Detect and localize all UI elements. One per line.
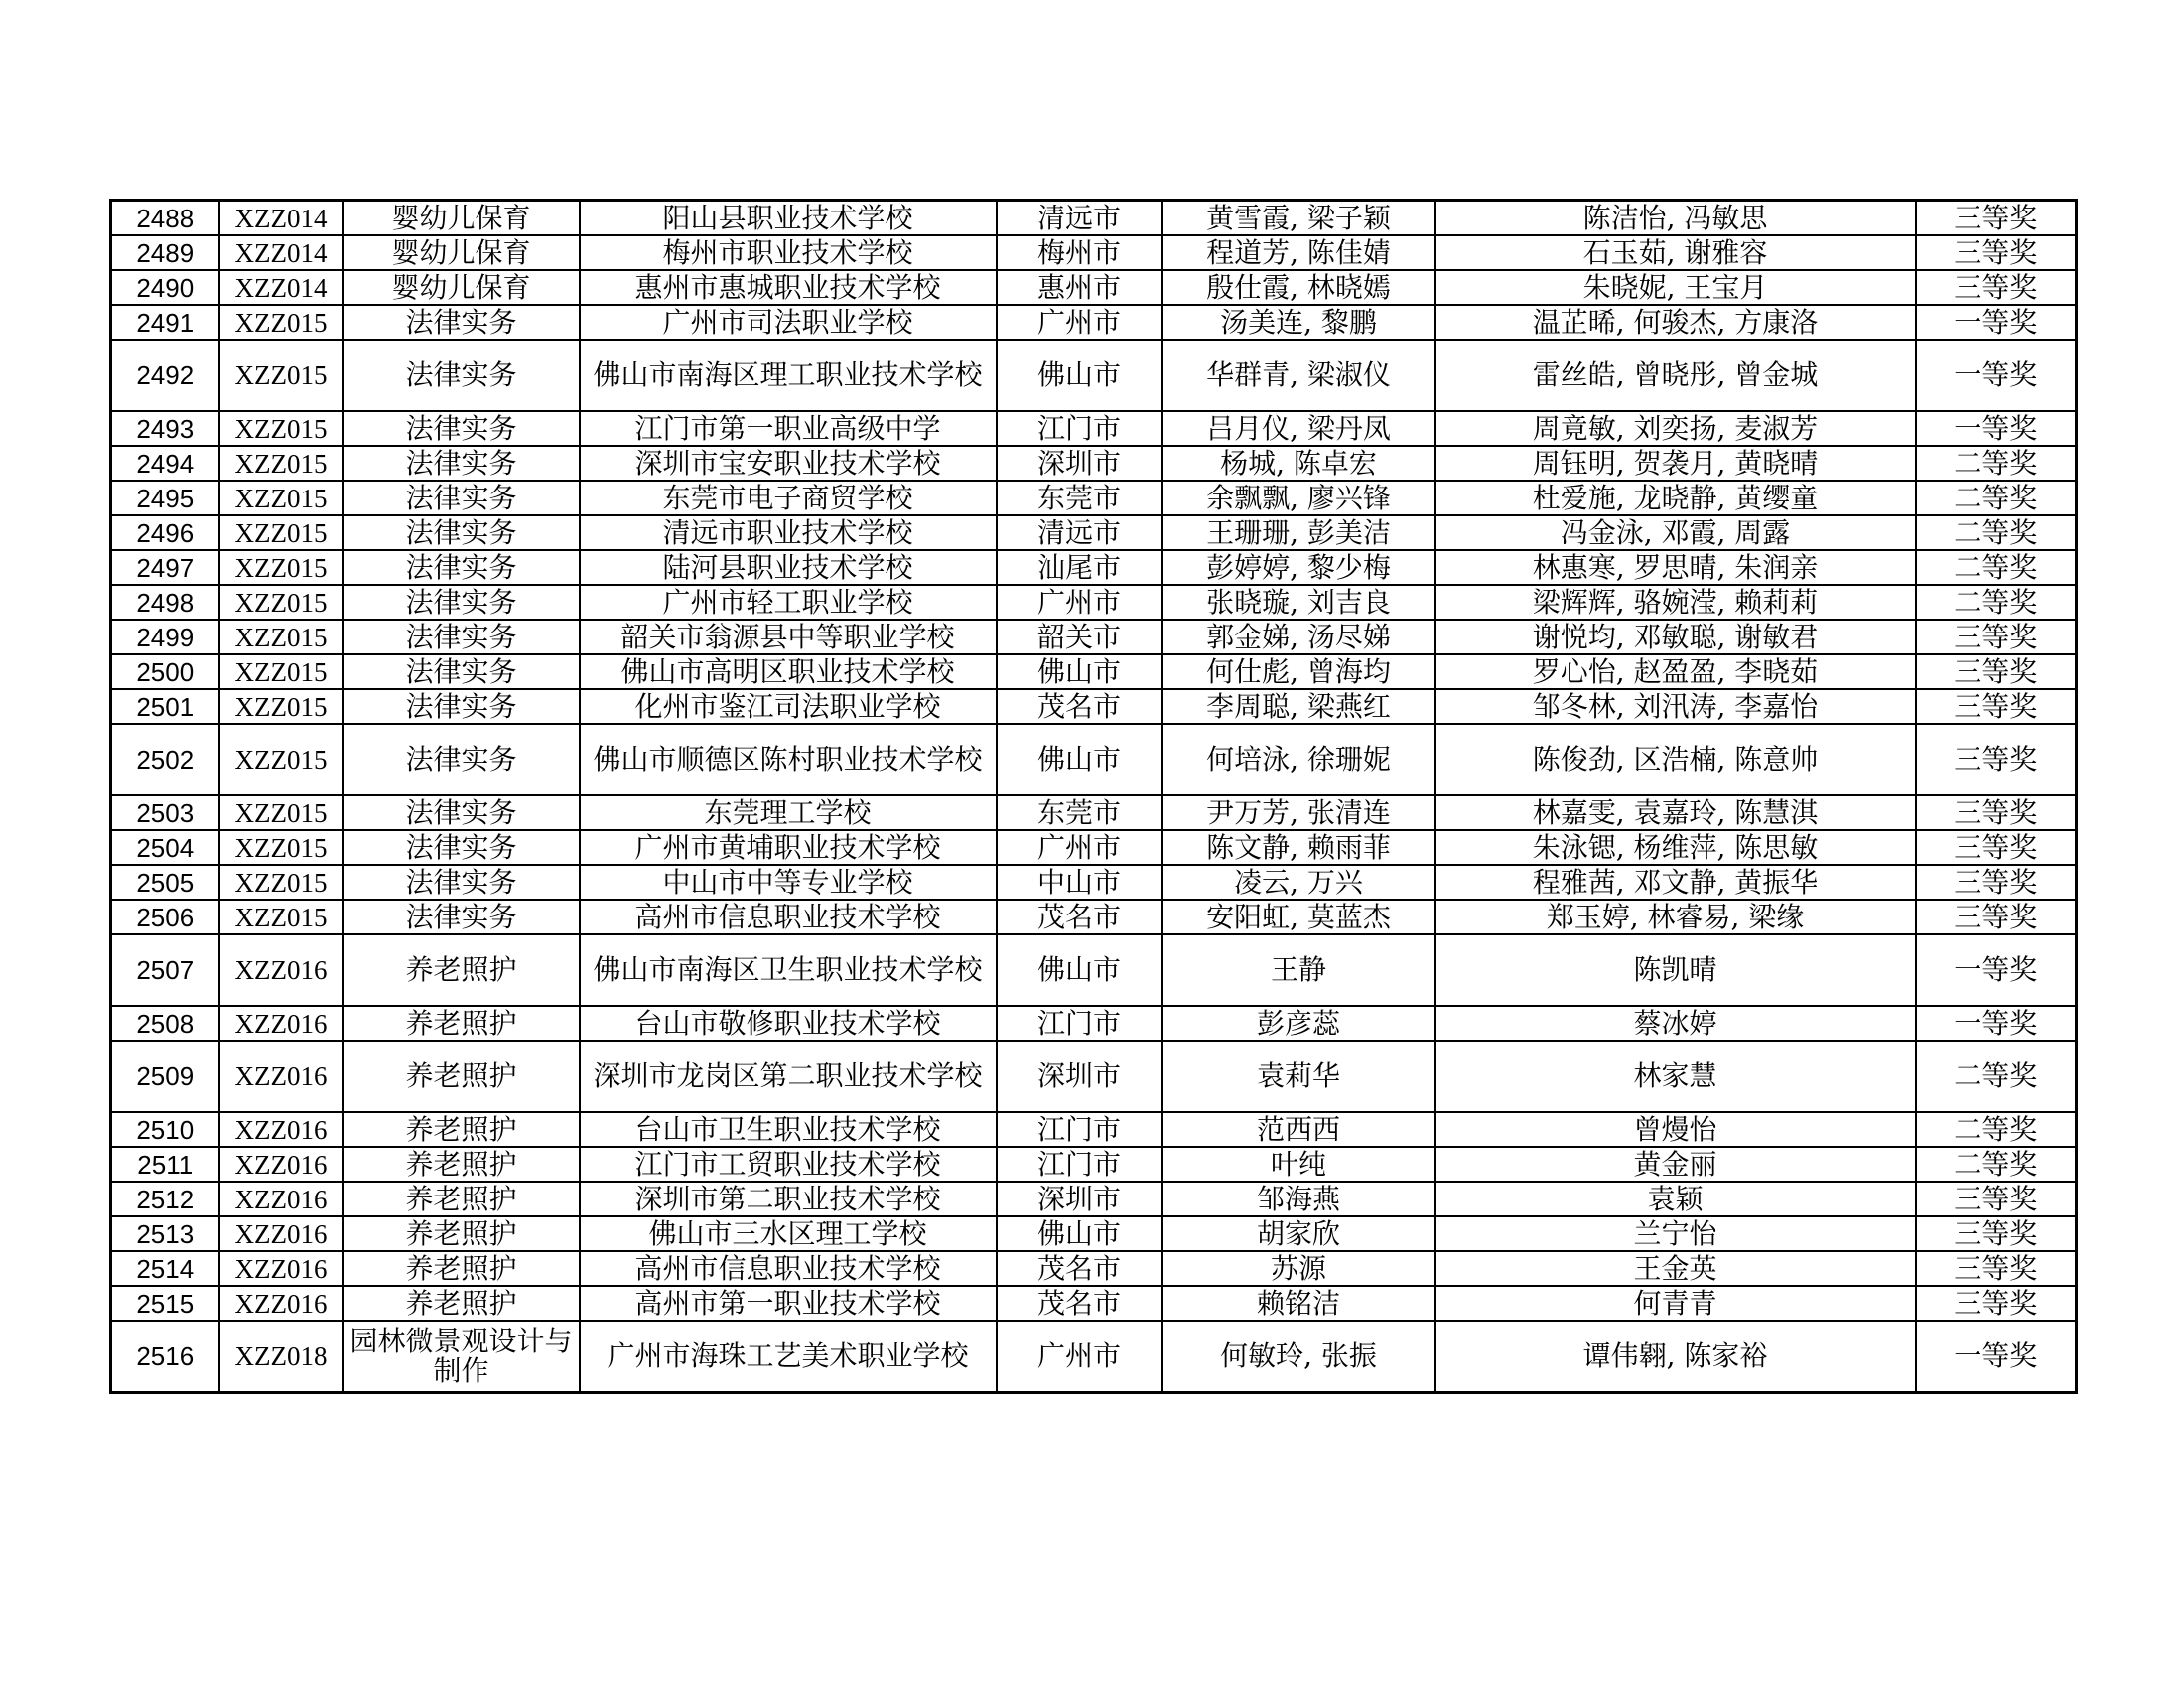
table-row (111, 1286, 2077, 1321)
table-row (111, 411, 2077, 446)
teachers-cell: 郭金娣, 汤尽娣 (1162, 620, 1435, 654)
award-cell: 三等奖 (1916, 620, 2077, 654)
teachers-cell: 何敏玲, 张振 (1162, 1321, 1435, 1393)
event-code-cell: XZZ014 (219, 270, 343, 305)
event-code-cell: XZZ014 (219, 201, 343, 236)
awards-document (109, 199, 2075, 1394)
event-code-cell: XZZ015 (219, 550, 343, 585)
students-cell: 温芷晞, 何骏杰, 方康洛 (1435, 305, 1916, 340)
table-row (111, 1112, 2077, 1147)
students-cell: 陈洁怡, 冯敏思 (1435, 201, 1916, 236)
students-cell: 邹冬林, 刘汛涛, 李嘉怡 (1435, 689, 1916, 724)
row-number-cell: 2512 (111, 1182, 219, 1216)
teachers-cell: 余飘飘, 廖兴锋 (1162, 481, 1435, 515)
event-name-cell: 法律实务 (343, 865, 580, 900)
award-cell: 三等奖 (1916, 654, 2077, 689)
city-cell: 惠州市 (997, 270, 1162, 305)
event-name-cell: 养老照护 (343, 1147, 580, 1182)
table-row (111, 865, 2077, 900)
school-name-cell: 广州市海珠工艺美术职业学校 (580, 1321, 997, 1393)
row-number-cell: 2491 (111, 305, 219, 340)
teachers-cell: 陈文静, 赖雨菲 (1162, 830, 1435, 865)
table-row (111, 724, 2077, 795)
award-cell: 三等奖 (1916, 689, 2077, 724)
event-code-cell: XZZ015 (219, 724, 343, 795)
students-cell: 袁颖 (1435, 1182, 1916, 1216)
event-name-cell: 法律实务 (343, 305, 580, 340)
table-row (111, 481, 2077, 515)
school-name-cell: 广州市轻工职业学校 (580, 585, 997, 620)
row-number-cell: 2508 (111, 1006, 219, 1041)
city-cell: 东莞市 (997, 481, 1162, 515)
table-row (111, 654, 2077, 689)
students-cell: 石玉茹, 谢雅容 (1435, 235, 1916, 270)
students-cell: 林嘉雯, 袁嘉玲, 陈慧淇 (1435, 795, 1916, 830)
event-name-cell: 婴幼儿保育 (343, 201, 580, 236)
school-name-cell: 广州市司法职业学校 (580, 305, 997, 340)
city-cell: 茂名市 (997, 689, 1162, 724)
row-number-cell: 2488 (111, 201, 219, 236)
table-row (111, 1321, 2077, 1393)
students-cell: 程雅茜, 邓文静, 黄振华 (1435, 865, 1916, 900)
event-name-cell: 法律实务 (343, 446, 580, 481)
award-cell: 一等奖 (1916, 340, 2077, 411)
city-cell: 深圳市 (997, 1041, 1162, 1112)
teachers-cell: 何仕彪, 曾海均 (1162, 654, 1435, 689)
table-row (111, 1251, 2077, 1286)
award-cell: 二等奖 (1916, 446, 2077, 481)
table-row (111, 900, 2077, 934)
table-row (111, 1182, 2077, 1216)
event-code-cell: XZZ016 (219, 1112, 343, 1147)
table-row (111, 1216, 2077, 1251)
students-cell: 陈俊劲, 区浩楠, 陈意帅 (1435, 724, 1916, 795)
table-row (111, 689, 2077, 724)
award-cell: 二等奖 (1916, 1112, 2077, 1147)
students-cell: 林惠寒, 罗思晴, 朱润亲 (1435, 550, 1916, 585)
city-cell: 佛山市 (997, 934, 1162, 1006)
award-cell: 二等奖 (1916, 481, 2077, 515)
event-name-cell: 养老照护 (343, 934, 580, 1006)
teachers-cell: 王珊珊, 彭美洁 (1162, 515, 1435, 550)
event-code-cell: XZZ016 (219, 1182, 343, 1216)
school-name-cell: 广州市黄埔职业技术学校 (580, 830, 997, 865)
event-name-cell: 婴幼儿保育 (343, 270, 580, 305)
city-cell: 江门市 (997, 411, 1162, 446)
students-cell: 罗心怡, 赵盈盈, 李晓茹 (1435, 654, 1916, 689)
award-cell: 一等奖 (1916, 934, 2077, 1006)
table-row (111, 620, 2077, 654)
students-cell: 梁辉辉, 骆婉滢, 赖莉莉 (1435, 585, 1916, 620)
students-cell: 雷丝皓, 曾晓彤, 曾金城 (1435, 340, 1916, 411)
event-code-cell: XZZ016 (219, 1216, 343, 1251)
award-cell: 一等奖 (1916, 1006, 2077, 1041)
school-name-cell: 韶关市翁源县中等职业学校 (580, 620, 997, 654)
table-row (111, 585, 2077, 620)
teachers-cell: 王静 (1162, 934, 1435, 1006)
city-cell: 广州市 (997, 830, 1162, 865)
teachers-cell: 安阳虹, 莫蓝杰 (1162, 900, 1435, 934)
students-cell: 蔡冰婷 (1435, 1006, 1916, 1041)
school-name-cell: 阳山县职业技术学校 (580, 201, 997, 236)
school-name-cell: 台山市卫生职业技术学校 (580, 1112, 997, 1147)
city-cell: 广州市 (997, 305, 1162, 340)
city-cell: 佛山市 (997, 654, 1162, 689)
city-cell: 茂名市 (997, 1286, 1162, 1321)
row-number-cell: 2502 (111, 724, 219, 795)
row-number-cell: 2492 (111, 340, 219, 411)
award-cell: 三等奖 (1916, 724, 2077, 795)
event-code-cell: XZZ015 (219, 585, 343, 620)
city-cell: 佛山市 (997, 1216, 1162, 1251)
teachers-cell: 赖铭洁 (1162, 1286, 1435, 1321)
award-cell: 一等奖 (1916, 1321, 2077, 1393)
school-name-cell: 江门市第一职业高级中学 (580, 411, 997, 446)
city-cell: 深圳市 (997, 446, 1162, 481)
school-name-cell: 佛山市南海区理工职业技术学校 (580, 340, 997, 411)
school-name-cell: 化州市鉴江司法职业学校 (580, 689, 997, 724)
row-number-cell: 2507 (111, 934, 219, 1006)
event-code-cell: XZZ016 (219, 1041, 343, 1112)
city-cell: 佛山市 (997, 724, 1162, 795)
students-cell: 谭伟翱, 陈家裕 (1435, 1321, 1916, 1393)
table-row (111, 830, 2077, 865)
city-cell: 韶关市 (997, 620, 1162, 654)
row-number-cell: 2513 (111, 1216, 219, 1251)
teachers-cell: 尹万芳, 张清连 (1162, 795, 1435, 830)
award-cell: 三等奖 (1916, 235, 2077, 270)
teachers-cell: 杨城, 陈卓宏 (1162, 446, 1435, 481)
row-number-cell: 2494 (111, 446, 219, 481)
event-name-cell: 法律实务 (343, 481, 580, 515)
event-name-cell: 法律实务 (343, 830, 580, 865)
city-cell: 深圳市 (997, 1182, 1162, 1216)
event-name-cell: 法律实务 (343, 654, 580, 689)
award-cell: 二等奖 (1916, 1147, 2077, 1182)
award-cell: 三等奖 (1916, 900, 2077, 934)
row-number-cell: 2497 (111, 550, 219, 585)
teachers-cell: 何培泳, 徐珊妮 (1162, 724, 1435, 795)
teachers-cell: 袁莉华 (1162, 1041, 1435, 1112)
table-row (111, 550, 2077, 585)
award-cell: 三等奖 (1916, 270, 2077, 305)
event-code-cell: XZZ015 (219, 446, 343, 481)
awards-table (109, 199, 2078, 1394)
city-cell: 清远市 (997, 201, 1162, 236)
event-name-cell: 养老照护 (343, 1216, 580, 1251)
event-name-cell: 养老照护 (343, 1041, 580, 1112)
row-number-cell: 2516 (111, 1321, 219, 1393)
event-name-cell: 法律实务 (343, 620, 580, 654)
award-cell: 二等奖 (1916, 515, 2077, 550)
students-cell: 郑玉婷, 林睿易, 梁缘 (1435, 900, 1916, 934)
teachers-cell: 苏源 (1162, 1251, 1435, 1286)
row-number-cell: 2498 (111, 585, 219, 620)
event-code-cell: XZZ015 (219, 411, 343, 446)
event-name-cell: 法律实务 (343, 795, 580, 830)
row-number-cell: 2490 (111, 270, 219, 305)
event-code-cell: XZZ015 (219, 340, 343, 411)
teachers-cell: 张晓璇, 刘吉良 (1162, 585, 1435, 620)
table-row (111, 235, 2077, 270)
event-code-cell: XZZ016 (219, 1286, 343, 1321)
teachers-cell: 胡家欣 (1162, 1216, 1435, 1251)
event-code-cell: XZZ015 (219, 654, 343, 689)
row-number-cell: 2489 (111, 235, 219, 270)
award-cell: 三等奖 (1916, 201, 2077, 236)
students-cell: 陈凯晴 (1435, 934, 1916, 1006)
teachers-cell: 程道芳, 陈佳婧 (1162, 235, 1435, 270)
award-cell: 一等奖 (1916, 411, 2077, 446)
table-row (111, 446, 2077, 481)
event-name-cell: 法律实务 (343, 689, 580, 724)
award-cell: 三等奖 (1916, 795, 2077, 830)
teachers-cell: 黄雪霞, 梁子颖 (1162, 201, 1435, 236)
teachers-cell: 凌云, 万兴 (1162, 865, 1435, 900)
city-cell: 广州市 (997, 585, 1162, 620)
school-name-cell: 东莞市电子商贸学校 (580, 481, 997, 515)
row-number-cell: 2510 (111, 1112, 219, 1147)
event-name-cell: 园林微景观设计与制作 (343, 1321, 580, 1393)
city-cell: 佛山市 (997, 340, 1162, 411)
city-cell: 汕尾市 (997, 550, 1162, 585)
award-cell: 三等奖 (1916, 1216, 2077, 1251)
students-cell: 何青青 (1435, 1286, 1916, 1321)
city-cell: 江门市 (997, 1006, 1162, 1041)
event-name-cell: 法律实务 (343, 340, 580, 411)
row-number-cell: 2495 (111, 481, 219, 515)
row-number-cell: 2500 (111, 654, 219, 689)
award-cell: 二等奖 (1916, 1041, 2077, 1112)
event-code-cell: XZZ015 (219, 900, 343, 934)
teachers-cell: 汤美连, 黎鹏 (1162, 305, 1435, 340)
students-cell: 周竟敏, 刘奕扬, 麦淑芳 (1435, 411, 1916, 446)
event-code-cell: XZZ016 (219, 1006, 343, 1041)
city-cell: 茂名市 (997, 900, 1162, 934)
city-cell: 茂名市 (997, 1251, 1162, 1286)
teachers-cell: 范西西 (1162, 1112, 1435, 1147)
event-name-cell: 法律实务 (343, 411, 580, 446)
city-cell: 江门市 (997, 1147, 1162, 1182)
award-cell: 二等奖 (1916, 550, 2077, 585)
event-code-cell: XZZ015 (219, 689, 343, 724)
event-code-cell: XZZ015 (219, 830, 343, 865)
students-cell: 杜爱施, 龙晓静, 黄缨童 (1435, 481, 1916, 515)
event-code-cell: XZZ016 (219, 934, 343, 1006)
students-cell: 兰宁怡 (1435, 1216, 1916, 1251)
table-row (111, 270, 2077, 305)
event-code-cell: XZZ015 (219, 305, 343, 340)
teachers-cell: 彭婷婷, 黎少梅 (1162, 550, 1435, 585)
school-name-cell: 陆河县职业技术学校 (580, 550, 997, 585)
school-name-cell: 东莞理工学校 (580, 795, 997, 830)
school-name-cell: 佛山市顺德区陈村职业技术学校 (580, 724, 997, 795)
row-number-cell: 2515 (111, 1286, 219, 1321)
event-name-cell: 法律实务 (343, 900, 580, 934)
teachers-cell: 华群青, 梁淑仪 (1162, 340, 1435, 411)
school-name-cell: 高州市信息职业技术学校 (580, 900, 997, 934)
students-cell: 曾熳怡 (1435, 1112, 1916, 1147)
event-code-cell: XZZ014 (219, 235, 343, 270)
students-cell: 黄金丽 (1435, 1147, 1916, 1182)
school-name-cell: 清远市职业技术学校 (580, 515, 997, 550)
event-code-cell: XZZ015 (219, 795, 343, 830)
award-cell: 一等奖 (1916, 305, 2077, 340)
award-cell: 二等奖 (1916, 585, 2077, 620)
row-number-cell: 2506 (111, 900, 219, 934)
teachers-cell: 邹海燕 (1162, 1182, 1435, 1216)
city-cell: 广州市 (997, 1321, 1162, 1393)
teachers-cell: 叶纯 (1162, 1147, 1435, 1182)
city-cell: 中山市 (997, 865, 1162, 900)
school-name-cell: 佛山市三水区理工学校 (580, 1216, 997, 1251)
event-name-cell: 养老照护 (343, 1182, 580, 1216)
row-number-cell: 2501 (111, 689, 219, 724)
school-name-cell: 佛山市南海区卫生职业技术学校 (580, 934, 997, 1006)
table-row (111, 795, 2077, 830)
city-cell: 清远市 (997, 515, 1162, 550)
row-number-cell: 2496 (111, 515, 219, 550)
school-name-cell: 深圳市第二职业技术学校 (580, 1182, 997, 1216)
row-number-cell: 2493 (111, 411, 219, 446)
school-name-cell: 佛山市高明区职业技术学校 (580, 654, 997, 689)
school-name-cell: 台山市敬修职业技术学校 (580, 1006, 997, 1041)
table-row (111, 305, 2077, 340)
event-name-cell: 养老照护 (343, 1112, 580, 1147)
award-cell: 三等奖 (1916, 1182, 2077, 1216)
row-number-cell: 2503 (111, 795, 219, 830)
school-name-cell: 中山市中等专业学校 (580, 865, 997, 900)
students-cell: 谢悦均, 邓敏聪, 谢敏君 (1435, 620, 1916, 654)
teachers-cell: 李周聪, 梁燕红 (1162, 689, 1435, 724)
students-cell: 冯金泳, 邓霞, 周露 (1435, 515, 1916, 550)
event-code-cell: XZZ015 (219, 481, 343, 515)
students-cell: 朱晓妮, 王宝月 (1435, 270, 1916, 305)
school-name-cell: 深圳市宝安职业技术学校 (580, 446, 997, 481)
award-cell: 三等奖 (1916, 830, 2077, 865)
event-name-cell: 养老照护 (343, 1286, 580, 1321)
award-cell: 三等奖 (1916, 865, 2077, 900)
event-code-cell: XZZ015 (219, 515, 343, 550)
event-code-cell: XZZ018 (219, 1321, 343, 1393)
event-name-cell: 婴幼儿保育 (343, 235, 580, 270)
event-name-cell: 养老照护 (343, 1251, 580, 1286)
event-name-cell: 法律实务 (343, 585, 580, 620)
row-number-cell: 2514 (111, 1251, 219, 1286)
school-name-cell: 深圳市龙岗区第二职业技术学校 (580, 1041, 997, 1112)
event-code-cell: XZZ015 (219, 865, 343, 900)
event-name-cell: 法律实务 (343, 724, 580, 795)
row-number-cell: 2505 (111, 865, 219, 900)
table-row (111, 1041, 2077, 1112)
table-row (111, 515, 2077, 550)
row-number-cell: 2509 (111, 1041, 219, 1112)
awards-table-body (111, 201, 2077, 1393)
city-cell: 江门市 (997, 1112, 1162, 1147)
city-cell: 梅州市 (997, 235, 1162, 270)
students-cell: 林家慧 (1435, 1041, 1916, 1112)
teachers-cell: 殷仕霞, 林晓嫣 (1162, 270, 1435, 305)
row-number-cell: 2504 (111, 830, 219, 865)
school-name-cell: 惠州市惠城职业技术学校 (580, 270, 997, 305)
students-cell: 周钰明, 贺袭月, 黄晓晴 (1435, 446, 1916, 481)
table-row (111, 1006, 2077, 1041)
school-name-cell: 高州市信息职业技术学校 (580, 1251, 997, 1286)
event-code-cell: XZZ016 (219, 1147, 343, 1182)
row-number-cell: 2511 (111, 1147, 219, 1182)
event-name-cell: 养老照护 (343, 1006, 580, 1041)
row-number-cell: 2499 (111, 620, 219, 654)
table-row (111, 1147, 2077, 1182)
teachers-cell: 彭彦蕊 (1162, 1006, 1435, 1041)
table-row (111, 934, 2077, 1006)
table-row (111, 201, 2077, 236)
school-name-cell: 梅州市职业技术学校 (580, 235, 997, 270)
students-cell: 王金英 (1435, 1251, 1916, 1286)
city-cell: 东莞市 (997, 795, 1162, 830)
students-cell: 朱泳锶, 杨维萍, 陈思敏 (1435, 830, 1916, 865)
event-code-cell: XZZ015 (219, 620, 343, 654)
event-code-cell: XZZ016 (219, 1251, 343, 1286)
table-row (111, 340, 2077, 411)
award-cell: 三等奖 (1916, 1286, 2077, 1321)
teachers-cell: 吕月仪, 梁丹凤 (1162, 411, 1435, 446)
event-name-cell: 法律实务 (343, 550, 580, 585)
event-name-cell: 法律实务 (343, 515, 580, 550)
school-name-cell: 江门市工贸职业技术学校 (580, 1147, 997, 1182)
award-cell: 三等奖 (1916, 1251, 2077, 1286)
school-name-cell: 高州市第一职业技术学校 (580, 1286, 997, 1321)
